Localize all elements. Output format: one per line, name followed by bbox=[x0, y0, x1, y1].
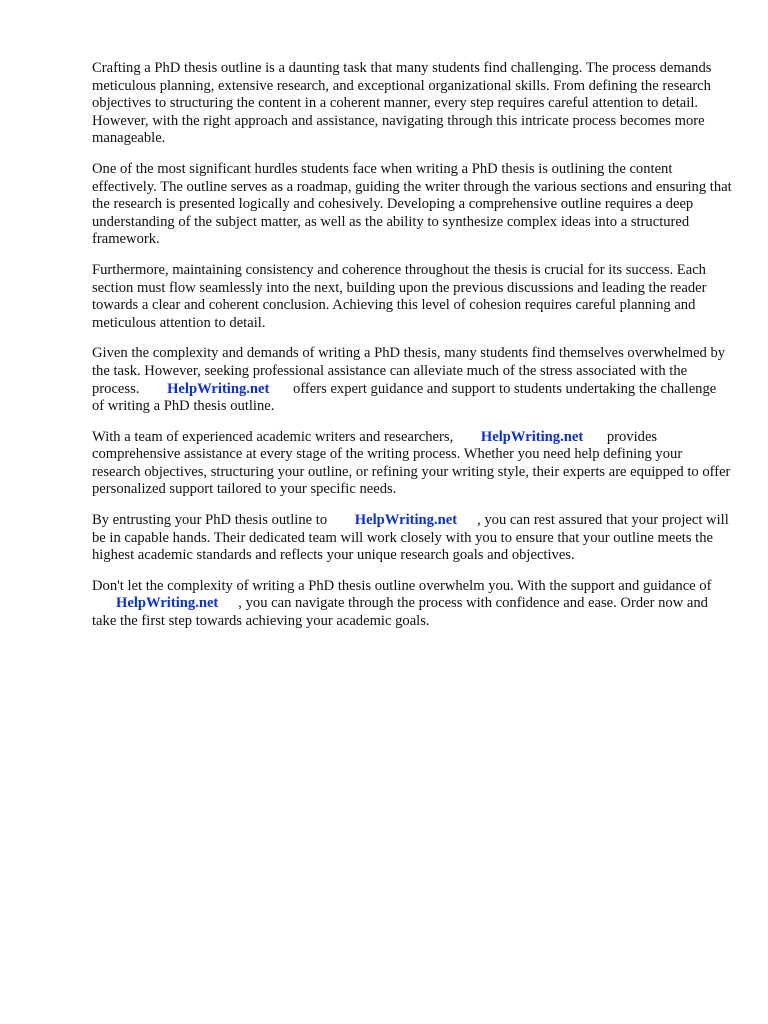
paragraph-text: Given the complexity and demands of writing a PhD thesis, many students find themselves overwhelmed by the task. However, seeking professional assistance can alleviate much of the stress associated with the process. bbox=[92, 345, 726, 397]
paragraph-outline-hurdles bbox=[92, 161, 732, 249]
paragraph-assistance bbox=[92, 345, 732, 415]
paragraph-text: By entrusting your PhD thesis outline to bbox=[92, 512, 328, 529]
helpwriting-link[interactable]: HelpWriting.net bbox=[116, 595, 219, 612]
paragraph-intro bbox=[92, 60, 732, 148]
paragraph-text: provides comprehensive assistance at every stage of the writing process. Whether you need help defining your research objectives, structuring your outline, or refining your writing style, their experts are equipped to offer personalized support tailored to your specific needs. bbox=[92, 428, 731, 498]
paragraph-text: , you can navigate through the process with confidence and ease. Order now and take the first step towards achieving your academic goals. bbox=[92, 595, 708, 630]
paragraph-team bbox=[92, 429, 732, 499]
document-body bbox=[92, 60, 732, 644]
paragraph-closing bbox=[92, 578, 732, 631]
paragraph-text: Furthermore, maintaining consistency and coherence throughout the thesis is crucial for its success. Each section must flow seamlessly into the next, building upon the previous discussions and leading the reader towards a clear and coherent conclusion. Achieving this level of cohesion requires careful planning and meticulous attention to detail. bbox=[92, 261, 707, 331]
paragraph-text: Crafting a PhD thesis outline is a daunting task that many students find challenging. The process demands meticulous planning, extensive research, and exceptional organizational skills. From defining the research objectives to structuring the content in a coherent manner, every step requires careful attention to detail. However, with the right approach and assistance, navigating through this intricate process becomes more manageable. bbox=[92, 60, 712, 147]
helpwriting-link[interactable]: HelpWriting.net bbox=[167, 380, 270, 397]
paragraph-text: , you can rest assured that your project will be in capable hands. Their dedicated team will work closely with you to ensure that your outline meets the highest academic standards and reflects your unique research goals and objectives. bbox=[92, 512, 729, 564]
helpwriting-link[interactable]: HelpWriting.net bbox=[480, 428, 584, 445]
paragraph-text: One of the most significant hurdles students face when writing a PhD thesis is outlining the content effectively. The outline serves as a roadmap, guiding the writer through the various sections and ensuring that the research is presented logically and cohesively. Developing a comprehensive outline requires a deep understanding of the subject matter, as well as the ability to synthesize complex ideas into a structured framework. bbox=[92, 160, 732, 248]
paragraph-text: offers expert guidance and support to students undertaking the challenge of writing a PhD thesis outline. bbox=[92, 380, 717, 415]
paragraph-consistency bbox=[92, 262, 732, 332]
helpwriting-link[interactable]: HelpWriting.net bbox=[354, 512, 458, 529]
paragraph-text: Don't let the complexity of writing a PhD thesis outline overwhelm you. With the support and guidance of bbox=[92, 577, 712, 594]
paragraph-text: With a team of experienced academic writers and researchers, bbox=[92, 428, 454, 445]
paragraph-entrusting bbox=[92, 512, 732, 565]
